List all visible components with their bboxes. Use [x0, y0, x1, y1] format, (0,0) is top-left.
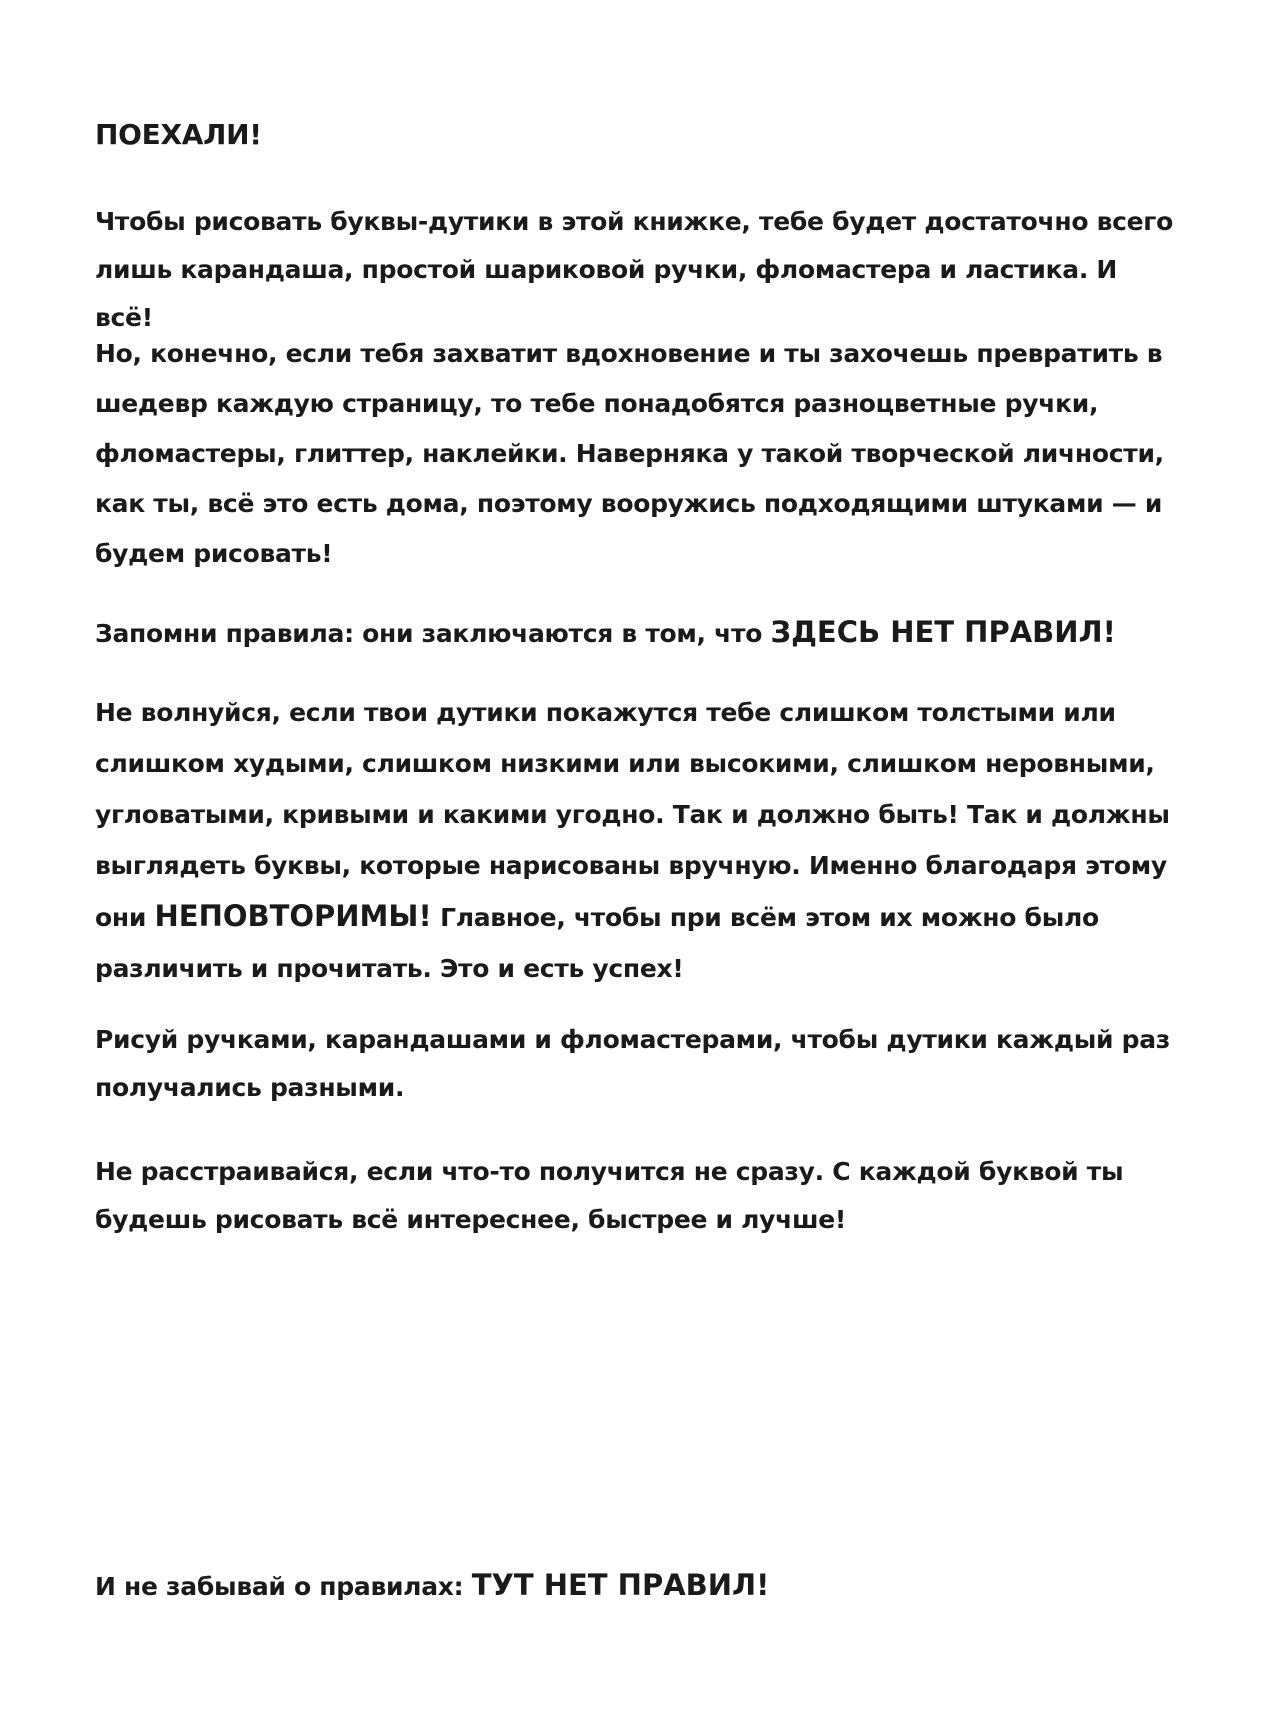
rules-text: Запомни правила: они заключаются в том, что: [95, 619, 771, 648]
paragraph-tools: Рисуй ручками, карандашами и фломастерами, чтобы дутики каждый раз получались разными.: [95, 1025, 1171, 1102]
reminder-text: И не забывай о правилах:: [95, 1572, 472, 1601]
unique-emphasis: НЕПОВТОРИМЫ!: [154, 899, 432, 933]
rules-emphasis: ЗДЕСЬ НЕТ ПРАВИЛ!: [770, 615, 1116, 649]
reminder-emphasis: ТУТ НЕТ ПРАВИЛ!: [471, 1568, 770, 1602]
dont-worry-text-end: Главное, чтобы при всём этом их можно было различить и прочитать. Это и есть успех!: [95, 903, 1099, 983]
paragraph-practice: Не расстраивайся, если что-то получится не сразу. С каждой буквой ты будешь рисовать всё интереснее, быстрее и лучше!: [95, 1157, 1124, 1234]
paragraph-dont-worry: [95, 687, 1175, 994]
paragraph-rules: [95, 608, 1175, 658]
paragraph-reminder: [95, 1561, 1175, 1611]
dont-worry-text: Не волнуйся, если твои дутики покажутся тебе слишком толстыми или слишком худыми, слишком низкими или высокими, слишком неровными, угловатыми, кривыми и какими угодно. Так и должно быть! Так и должны выглядеть буквы, которые нарисованы вручную. Именно благодаря этому они: [95, 698, 1170, 932]
paragraph-inspiration: Но, конечно, если тебя захватит вдохновение и ты захочешь превратить в шедевр каждую страницу, то тебе понадобятся разноцветные ручки, фломастеры, глиттер, наклейки. Наверняка у такой творческой личности, как ты, всё это есть дома, поэтому вооружись подходящими штуками — и будем рисовать!: [95, 339, 1164, 568]
paragraph-supplies: Чтобы рисовать буквы-дутики в этой книжке, тебе будет достаточно всего лишь карандаша, простой шариковой ручки, фломастера и ластика. И всё!: [95, 207, 1173, 332]
page-heading: ПОЕХАЛИ!: [95, 118, 262, 151]
